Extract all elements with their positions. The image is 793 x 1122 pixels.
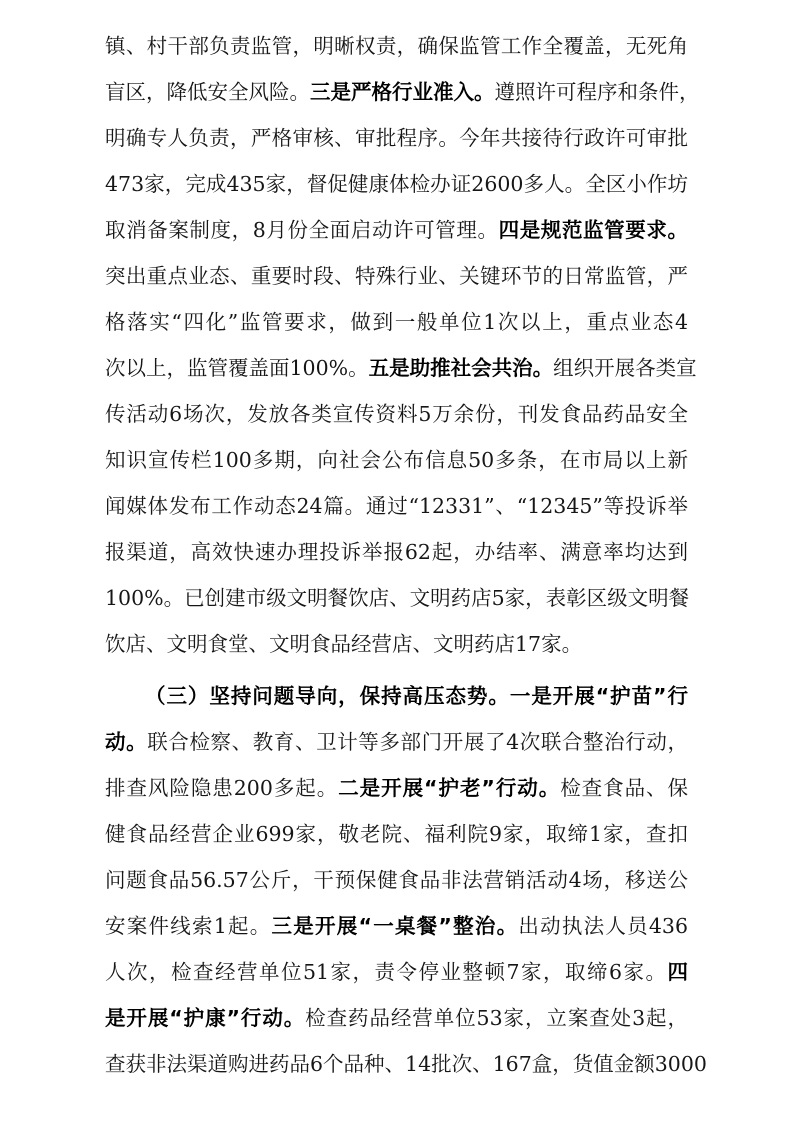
- text-run: 健食品经营企业699家，敬老院、福利院9家，取缔1家，查扣: [105, 822, 688, 846]
- text-run: 镇、村干部负责监管，明晰权责，确保监管工作全覆盖，无死角: [105, 34, 688, 58]
- body-line-16: [105, 722, 688, 762]
- body-line-7: [105, 302, 688, 342]
- body-line-3: [105, 118, 688, 158]
- body-line-4: [105, 164, 688, 204]
- body-line-9: [105, 394, 688, 434]
- body-line-6: [105, 256, 688, 296]
- text-run: 格落实“四化”监管要求，做到一般单位1次以上，重点业态4: [105, 310, 688, 334]
- body-line-19: [105, 860, 688, 900]
- section-heading-line: [145, 676, 688, 716]
- body-line-1: [105, 26, 688, 66]
- body-line-23: [105, 1044, 707, 1084]
- body-line-20: [105, 906, 688, 946]
- text-run: 突出重点业态、重要时段、特殊行业、关键环节的日常监管，严: [105, 264, 688, 288]
- bold-heading-run: 四: [667, 960, 688, 984]
- text-run: 人次，检查经营单位51家，责令停业整顿7家，取缔6家。: [105, 960, 668, 984]
- body-line-13: [105, 578, 688, 618]
- text-run: 饮店、文明食堂、文明食品经营店、文明药店17家。: [105, 632, 583, 656]
- bold-heading-run: 三是开展“一桌餐”整治。: [271, 914, 519, 938]
- text-run: 联合检察、教育、卫计等多部门开展了4次联合整治行动，: [147, 730, 688, 754]
- text-run: 检查食品、保: [560, 776, 688, 800]
- body-line-14: [105, 624, 688, 664]
- text-run: 明确专人负责，严格审核、审批程序。今年共接待行政许可审批: [105, 126, 688, 150]
- body-line-5: [105, 210, 688, 250]
- bold-heading-run: 动。: [105, 730, 148, 754]
- text-run: 闻媒体发布工作动态24篇。通过“12331”、“12345”等投诉举: [105, 494, 688, 518]
- body-line-8: [105, 348, 697, 388]
- body-line-12: [105, 532, 688, 572]
- body-line-21: [105, 952, 688, 992]
- body-line-10: [105, 440, 688, 480]
- text-run: 安案件线索1起。: [105, 914, 272, 938]
- text-run: 出动执法人员436: [518, 914, 688, 938]
- text-run: 取消备案制度，8月份全面启动许可管理。: [105, 218, 499, 242]
- text-run: 100%。已创建市级文明餐饮店、文明药店5家，表彰区级文明餐: [105, 586, 690, 610]
- text-run: 问题食品56.57公斤，干预保健食品非法营销活动4场，移送公: [105, 868, 688, 892]
- bold-heading-run: 四是规范监管要求。: [498, 218, 688, 242]
- body-line-17: [105, 768, 688, 808]
- bold-heading-run: 五是助推社会共治。: [368, 356, 554, 380]
- bold-heading-run: 是开展“护康”行动。: [105, 1006, 306, 1030]
- body-line-22: [105, 998, 688, 1038]
- text-run: 查获非法渠道购进药品6个品种、14批次、167盒，货值金额3000: [105, 1052, 707, 1076]
- text-run: 次以上，监管覆盖面100%。: [105, 356, 369, 380]
- bold-heading-run: （三）坚持问题导向，保持高压态势。一是开展“护苗”行: [145, 684, 688, 708]
- text-run: 盲区，降低安全风险。: [105, 80, 310, 104]
- body-line-18: [105, 814, 688, 854]
- bold-heading-run: 二是开展“护老”行动。: [338, 776, 561, 800]
- bold-heading-run: 三是严格行业准入。: [310, 80, 495, 104]
- text-run: 检查药品经营单位53家，立案查处3起，: [305, 1006, 688, 1030]
- text-run: 传活动6场次，发放各类宣传资料5万余份，刊发食品药品安全: [105, 402, 688, 426]
- text-run: 报渠道，高效快速办理投诉举报62起，办结率、满意率均达到: [105, 540, 688, 564]
- body-line-11: [105, 486, 688, 526]
- text-run: 知识宣传栏100多期，向社会公布信息50多条，在市局以上新: [105, 448, 688, 472]
- text-run: 遵照许可程序和条件，: [494, 80, 700, 104]
- body-line-2: [105, 72, 700, 112]
- text-run: 473家，完成435家，督促健康体检办证2600多人。全区小作坊: [105, 172, 688, 196]
- text-run: 排查风险隐患200多起。: [105, 776, 339, 800]
- text-run: 组织开展各类宣: [553, 356, 697, 380]
